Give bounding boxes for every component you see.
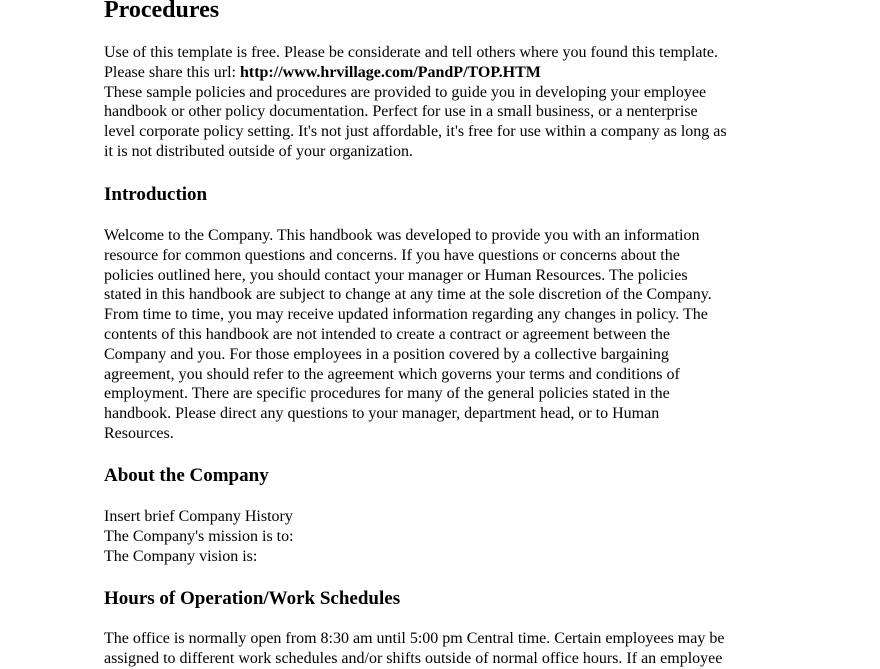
share-line <box>104 63 727 83</box>
intro-line: Use of this template is free. Please be considerate and tell others where you found this template. <box>104 44 719 61</box>
intro-paragraph <box>104 43 727 162</box>
hours-paragraph <box>104 629 724 669</box>
introduction-line: employment. There are specific procedures for many of the general policies stated in the <box>104 385 670 403</box>
page-title: Procedures <box>104 0 220 23</box>
introduction-line: contents of this handbook are not intended to create a contract or agreement between the <box>104 325 670 343</box>
about-line: The Company vision is: <box>104 547 258 565</box>
introduction-paragraph <box>104 226 712 444</box>
introduction-line: From time to time, you may receive updated information regarding any changes in policy. The <box>104 306 708 324</box>
introduction-line: agreement, you should refer to the agreement which governs your terms and conditions of <box>104 365 680 383</box>
hours-line: assigned to different work schedules and/or shifts outside of normal office hours. If an employee <box>104 649 723 667</box>
intro-line: These sample policies and procedures are provided to guide you in developing your employee <box>104 83 707 101</box>
introduction-line: Resources. <box>104 424 174 442</box>
introduction-line: handbook. Please direct any questions to your manager, department head, or to Human <box>104 405 660 423</box>
hours-line: The office is normally open from 8:30 am until 5:00 pm Central time. Certain employees may be <box>104 630 725 647</box>
introduction-line: Company and you. For those employees in a position covered by a collective bargaining <box>104 345 669 363</box>
share-prefix: Please share this url: <box>104 63 240 81</box>
about-paragraph <box>104 507 294 566</box>
intro-line: it is not distributed outside of your organization. <box>104 142 413 160</box>
intro-line: level corporate policy setting. It's not just affordable, it's free for use within a company as long as <box>104 123 727 141</box>
introduction-line: resource for common questions and concerns. If you have questions or concerns about the <box>104 246 680 264</box>
share-url-link[interactable]: http://www.hrvillage.com/PandP/TOP.HTM <box>239 63 541 81</box>
about-line: The Company's mission is to: <box>104 527 294 545</box>
about-line: Insert brief Company History <box>104 508 293 525</box>
section-heading-introduction: Introduction <box>104 184 208 205</box>
section-heading-hours: Hours of Operation/Work Schedules <box>104 588 401 609</box>
intro-line: handbook or other policy documentation. Perfect for use in a small business, or a nenterprise <box>104 103 698 121</box>
introduction-line: stated in this handbook are subject to change at any time at the sole discretion of the Company. <box>104 286 712 304</box>
section-heading-about-company: About the Company <box>104 465 269 486</box>
introduction-line: Welcome to the Company. This handbook was developed to provide you with an information <box>104 227 700 244</box>
introduction-line: policies outlined here, you should contact your manager or Human Resources. The policies <box>104 266 688 284</box>
